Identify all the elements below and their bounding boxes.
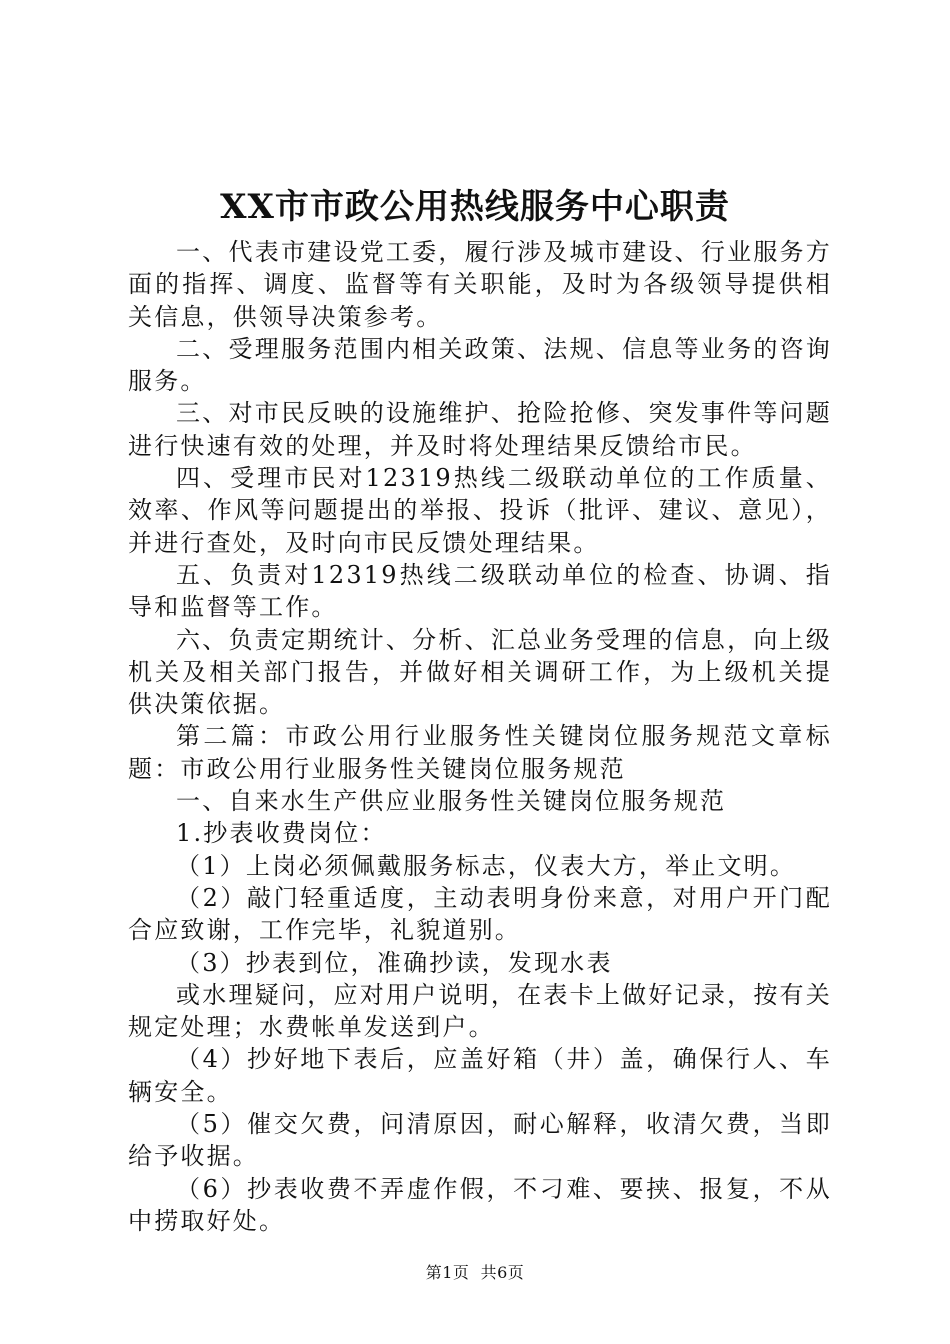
paragraph: 六、负责定期统计、分析、汇总业务受理的信息，向上级机关及相关部门报告，并做好相关调研工作，为上级机关提供决策依据。 bbox=[128, 625, 832, 719]
paragraph: 二、受理服务范围内相关政策、法规、信息等业务的咨询服务。 bbox=[128, 334, 832, 396]
list-item: （5）催交欠费，问清原因，耐心解释，收清欠费，当即给予收据。 bbox=[128, 1110, 832, 1171]
paragraph: 五、负责对12319热线二级联动单位的检查、协调、指导和监督等工作。 bbox=[128, 560, 832, 622]
list-item: （3）抄表到位，准确抄读，发现水表 bbox=[176, 948, 613, 977]
paragraph: 一、代表市建设党工委，履行涉及城市建设、行业服务方面的指挥、调度、监督等有关职能，及时为各级领导提供相关信息，供领导决策参考。 bbox=[128, 238, 832, 331]
list-item-continuation: 或水理疑问，应对用户说明，在表卡上做好记录，按有关规定处理；水费帐单发送到户。 bbox=[128, 980, 832, 1042]
subsection-heading: 一、自来水生产供应业服务性关键岗位服务规范 bbox=[176, 787, 727, 816]
page-total: 共6页 bbox=[480, 1263, 525, 1282]
footer-gap bbox=[469, 1263, 480, 1282]
document-body bbox=[128, 236, 832, 1237]
page-number: 第1页 bbox=[425, 1263, 470, 1282]
paragraph: 四、受理市民对12319热线二级联动单位的工作质量、效率、作风等问题提出的举报、投诉（批评、建议、意见），并进行查处，及时向市民反馈处理结果。 bbox=[128, 464, 832, 557]
section-heading: 第二篇：市政公用行业服务性关键岗位服务规范文章标题：市政公用行业服务性关键岗位服务规范 bbox=[128, 722, 832, 783]
list-item: （6）抄表收费不弄虚作假，不刁难、要挟、报复，不从中捞取好处。 bbox=[128, 1174, 832, 1235]
list-item: （2）敲门轻重适度，主动表明身份来意，对用户开门配合应致谢，工作完毕，礼貌道别。 bbox=[128, 883, 832, 945]
item-heading: 1.抄表收费岗位： bbox=[176, 819, 387, 848]
document-title: XX市市政公用热线服务中心职责 bbox=[220, 187, 730, 227]
page-footer bbox=[0, 1262, 950, 1284]
list-item: （1）上岗必须佩戴服务标志，仪表大方，举止文明。 bbox=[176, 851, 797, 880]
paragraph: 三、对市民反映的设施维护、抢险抢修、突发事件等问题进行快速有效的处理，并及时将处理结果反馈给市民。 bbox=[128, 399, 832, 460]
list-item: （4）抄好地下表后，应盖好箱（井）盖，确保行人、车辆安全。 bbox=[128, 1045, 832, 1106]
